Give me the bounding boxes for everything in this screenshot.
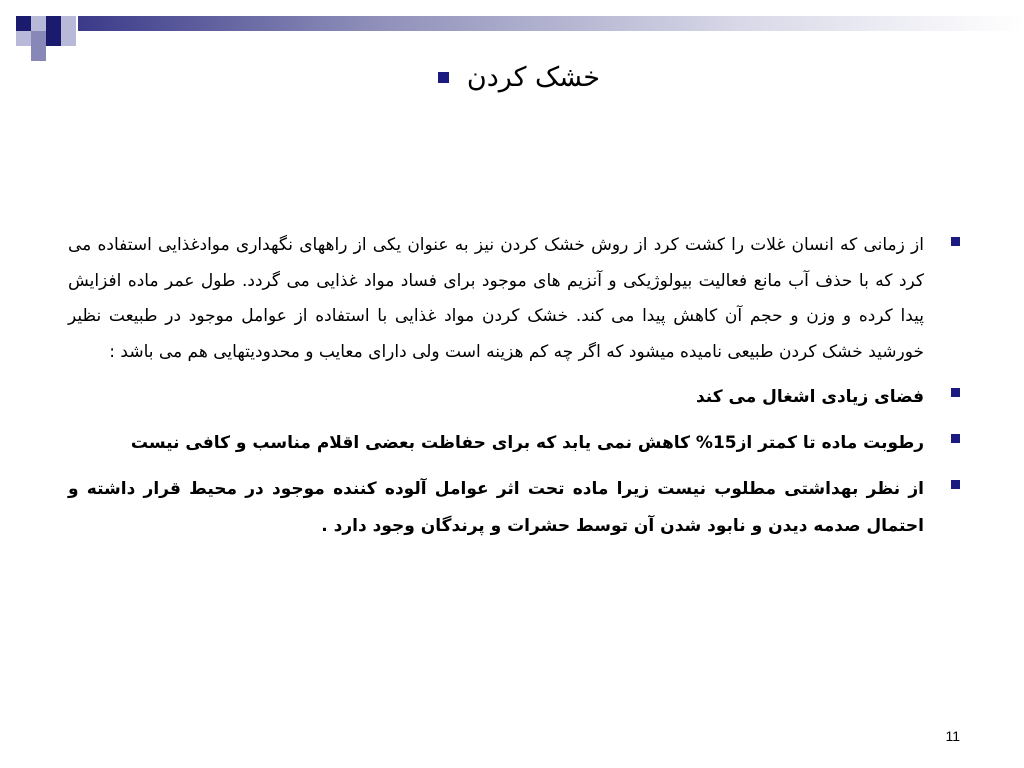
bullet-item: [68, 471, 960, 545]
bullet-item: [68, 425, 960, 462]
bullet-text: فضای زیادی اشغال می کند: [695, 387, 924, 407]
slide-title-row: [438, 62, 600, 93]
bullet-text: از نظر بهداشتی مطلوب نیست زیرا ماده تحت اثر عوامل آلوده کننده موجود در محیط قرار داشته و احتمال صدمه دیدن و نابود شدن آن توسط حشرات و پرندگان وجود دارد .: [68, 479, 924, 536]
bullet-item: [68, 379, 960, 416]
bullet-text: رطوبت ماده تا کمتر از15% کاهش نمی یابد که برای حفاظت بعضی اقلام مناسب و کافی نیست: [130, 433, 924, 453]
deco-square: [61, 16, 76, 31]
deco-square: [31, 46, 46, 61]
slide-body: [68, 228, 960, 554]
square-bullet-icon: [951, 434, 960, 443]
deco-square: [31, 16, 46, 31]
square-bullet-icon: [951, 480, 960, 489]
deco-square: [46, 31, 61, 46]
deco-square: [16, 31, 31, 46]
page-number: 11: [945, 728, 960, 744]
deco-square: [16, 16, 31, 31]
bullet-item: [68, 228, 960, 370]
bullet-text: از زمانی که انسان غلات را کشت کرد از روش خشک کردن نیز به عنوان یکی از راههای نگهداری موادغذایی استفاده می کرد که با حذف آب مانع فعالیت بیولوژیکی و آنزیم های موجود برای فساد مواد غذایی می گردد. طول عمر ماده افزایش پیدا کرده و وزن و حجم آن کاهش پیدا می کند. خشک کردن مواد غذایی با استفاده از عوامل موجود در طبیعت نظیر خورشید خشک کردن طبیعی نامیده میشود که اگر چه کم هزینه است ولی دارای معایب و محدودیتهایی هم می باشد :: [68, 235, 924, 362]
deco-square: [31, 31, 46, 46]
deco-square: [61, 31, 76, 46]
title-bullet-icon: [438, 72, 449, 83]
square-bullet-icon: [951, 388, 960, 397]
slide-title: خشک کردن: [466, 62, 600, 93]
header-gradient-band: [78, 16, 1024, 31]
square-bullet-icon: [951, 237, 960, 246]
deco-square: [46, 16, 61, 31]
